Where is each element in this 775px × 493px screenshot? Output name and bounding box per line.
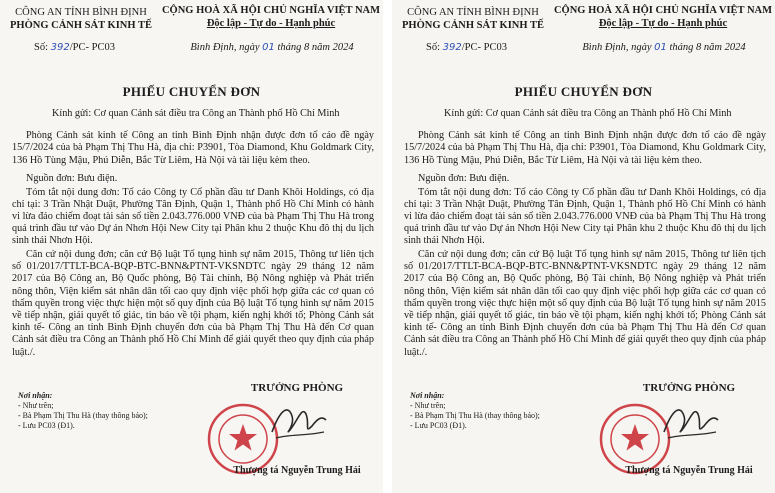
department-name: PHÒNG CẢNH SÁT KINH TẾ — [402, 20, 544, 31]
date-day-handwritten: 01 — [262, 42, 275, 53]
recipients-label: Nơi nhận: — [18, 391, 53, 400]
recipients-list — [18, 391, 148, 431]
paragraph-source: Nguồn đơn: Bưu điện. — [418, 172, 510, 184]
national-title: CỘNG HOÀ XÃ HỘI CHỦ NGHĨA VIỆT NAM — [161, 5, 381, 16]
agency-name: CÔNG AN TỈNH BÌNH ĐỊNH — [15, 7, 147, 18]
doc-number-prefix: Số: — [34, 42, 51, 53]
national-motto: Độc lập - Tự do - Hạnh phúc — [206, 18, 336, 29]
paragraph-basis: Căn cứ nội dung đơn; căn cứ Bộ luật Tố tụng hình sự năm 2015, Thông tư liên tịch số 01/2017/TTLT-BCA-BQP-BTC-BNN&PTNT-VKSNDTC ngày 29 tháng 12 năm 2017 của Bộ Công an, Bộ Quốc phòng, Bộ Tài chính, Bộ Nông nghiệp và Phát triển nông thôn, Viện kiểm sát nhân dân tối cao quy định việc phối hợp giữa các cơ quan có thẩm quyền trong việc thực hiện một số quy định của Bộ luật Tố tụng hình sự năm 2015 về tiếp nhận, giải quyết tố giác, tin báo về tội phạm, kiến nghị khởi tố; Phòng Cảnh sát kinh tế- Công an tỉnh Bình Định chuyển đơn của bà Phạm Thị Thu Hà đến Cơ quan Cảnh sát điều tra Công an Thành phố Hồ Chí Minh để giải quyết theo quy định của pháp luật./. — [404, 249, 766, 358]
paragraph-summary: Tóm tắt nội dung đơn: Tố cáo Công ty Cổ phần đầu tư Danh Khôi Holdings, có địa chỉ tại: 3 Trần Nhật Duật, Phường Tân Định, Quận 1, Thành phố Hồ Chí Minh có hành vi lừa đảo chiếm đoạt tài sản số tiền 2.043.776.000 VNĐ của bà Phạm Thị Thu Hà trong quá trình đầu tư vào Dự án Nhơn Hội New City tại Phân khu 2 thuộc Khu đô thị du lịch sinh thái Nhơn Hội. — [12, 186, 374, 247]
document-date — [564, 42, 764, 53]
document-page-left — [0, 0, 383, 493]
handwritten-signature-icon — [266, 396, 330, 446]
date-suffix: tháng 8 năm 2024 — [274, 42, 354, 53]
recipient-item: - Lưu PC03 (Đ1). — [410, 421, 467, 430]
department-name: PHÒNG CẢNH SÁT KINH TẾ — [10, 20, 152, 31]
date-day-handwritten: 01 — [654, 42, 667, 53]
doc-number-handwritten: 392 — [442, 42, 462, 53]
date-suffix: tháng 8 năm 2024 — [666, 42, 746, 53]
recipient-line: Kính gửi: Cơ quan Cảnh sát điều tra Công an Thành phố Hồ Chí Minh — [444, 108, 732, 119]
page-divider — [383, 0, 392, 493]
document-title: PHIẾU CHUYỂN ĐƠN — [122, 84, 261, 99]
recipient-item: - Bà Phạm Thị Thu Hà (thay thông báo); — [18, 411, 148, 420]
recipients-list — [410, 391, 540, 431]
doc-number-suffix: /PC- PC03 — [461, 42, 507, 53]
doc-number-suffix: /PC- PC03 — [69, 42, 115, 53]
recipient-item: - Như trên; — [18, 401, 54, 410]
header-agency-block — [398, 6, 548, 32]
paragraph-intro: Phòng Cảnh sát kinh tế Công an tỉnh Bình Định nhận được đơn tố cáo đề ngày 15/7/2024 của bà Phạm Thị Thu Hà, địa chỉ: P3901, Tòa Diamond, Khu Goldmark City, 136 Hồ Tùng Mậu, Phú Diễn, Bắc Từ Liêm, Hà Nội và tài liệu kèm theo. — [12, 130, 374, 166]
doc-number-handwritten: 392 — [50, 42, 70, 53]
header-agency-block — [6, 6, 156, 32]
recipients-label: Nơi nhận: — [410, 391, 445, 400]
date-prefix: Bình Định, ngày — [190, 42, 263, 53]
agency-name: CÔNG AN TỈNH BÌNH ĐỊNH — [407, 7, 539, 18]
document-date — [172, 42, 372, 53]
recipient-line: Kính gửi: Cơ quan Cảnh sát điều tra Công an Thành phố Hồ Chí Minh — [52, 108, 340, 119]
header-national-block — [160, 4, 382, 30]
national-title: CỘNG HOÀ XÃ HỘI CHỦ NGHĨA VIỆT NAM — [553, 5, 773, 16]
document-body — [12, 108, 374, 360]
document-number — [34, 42, 115, 53]
paragraph-basis: Căn cứ nội dung đơn; căn cứ Bộ luật Tố tụng hình sự năm 2015, Thông tư liên tịch số 01/2017/TTLT-BCA-BQP-BTC-BNN&PTNT-VKSNDTC ngày 29 tháng 12 năm 2017 của Bộ Công an, Bộ Quốc phòng, Bộ Tài chính, Bộ Nông nghiệp và Phát triển nông thôn, Viện kiểm sát nhân dân tối cao quy định việc phối hợp giữa các cơ quan có thẩm quyền trong việc thực hiện một số quy định của Bộ luật Tố tụng hình sự năm 2015 về tiếp nhận, giải quyết tố giác, tin báo về tội phạm, kiến nghị khởi tố; Phòng Cảnh sát kinh tế- Công an tỉnh Bình Định chuyển đơn của bà Phạm Thị Thu Hà đến Cơ quan Cảnh sát điều tra Công an Thành phố Hồ Chí Minh để giải quyết theo quy định của pháp luật./. — [12, 249, 374, 358]
signature-title: TRƯỞNG PHÒNG — [250, 382, 344, 394]
signer-name: Thượng tá Nguyễn Trung Hải — [233, 465, 361, 476]
date-prefix: Bình Định, ngày — [582, 42, 655, 53]
signer-name: Thượng tá Nguyễn Trung Hải — [625, 465, 753, 476]
document-title: PHIẾU CHUYỂN ĐƠN — [514, 84, 653, 99]
signature-title: TRƯỞNG PHÒNG — [642, 382, 736, 394]
header-national-block — [552, 4, 774, 30]
recipient-item: - Lưu PC03 (Đ1). — [18, 421, 75, 430]
handwritten-signature-icon — [658, 396, 722, 446]
document-number — [426, 42, 507, 53]
recipient-item: - Bà Phạm Thị Thu Hà (thay thông báo); — [410, 411, 540, 420]
document-page-right — [392, 0, 775, 493]
recipient-item: - Như trên; — [410, 401, 446, 410]
paragraph-intro: Phòng Cảnh sát kinh tế Công an tỉnh Bình Định nhận được đơn tố cáo đề ngày 15/7/2024 của bà Phạm Thị Thu Hà, địa chỉ: P3901, Tòa Diamond, Khu Goldmark City, 136 Hồ Tùng Mậu, Phú Diễn, Bắc Từ Liêm, Hà Nội và tài liệu kèm theo. — [404, 130, 766, 166]
national-motto: Độc lập - Tự do - Hạnh phúc — [598, 18, 728, 29]
paragraph-summary: Tóm tắt nội dung đơn: Tố cáo Công ty Cổ phần đầu tư Danh Khôi Holdings, có địa chỉ tại: 3 Trần Nhật Duật, Phường Tân Định, Quận 1, Thành phố Hồ Chí Minh có hành vi lừa đảo chiếm đoạt tài sản số tiền 2.043.776.000 VNĐ của bà Phạm Thị Thu Hà trong quá trình đầu tư vào Dự án Nhơn Hội New City tại Phân khu 2 thuộc Khu đô thị du lịch sinh thái Nhơn Hội. — [404, 186, 766, 247]
paragraph-source: Nguồn đơn: Bưu điện. — [26, 172, 118, 184]
document-body — [404, 108, 766, 360]
doc-number-prefix: Số: — [426, 42, 443, 53]
